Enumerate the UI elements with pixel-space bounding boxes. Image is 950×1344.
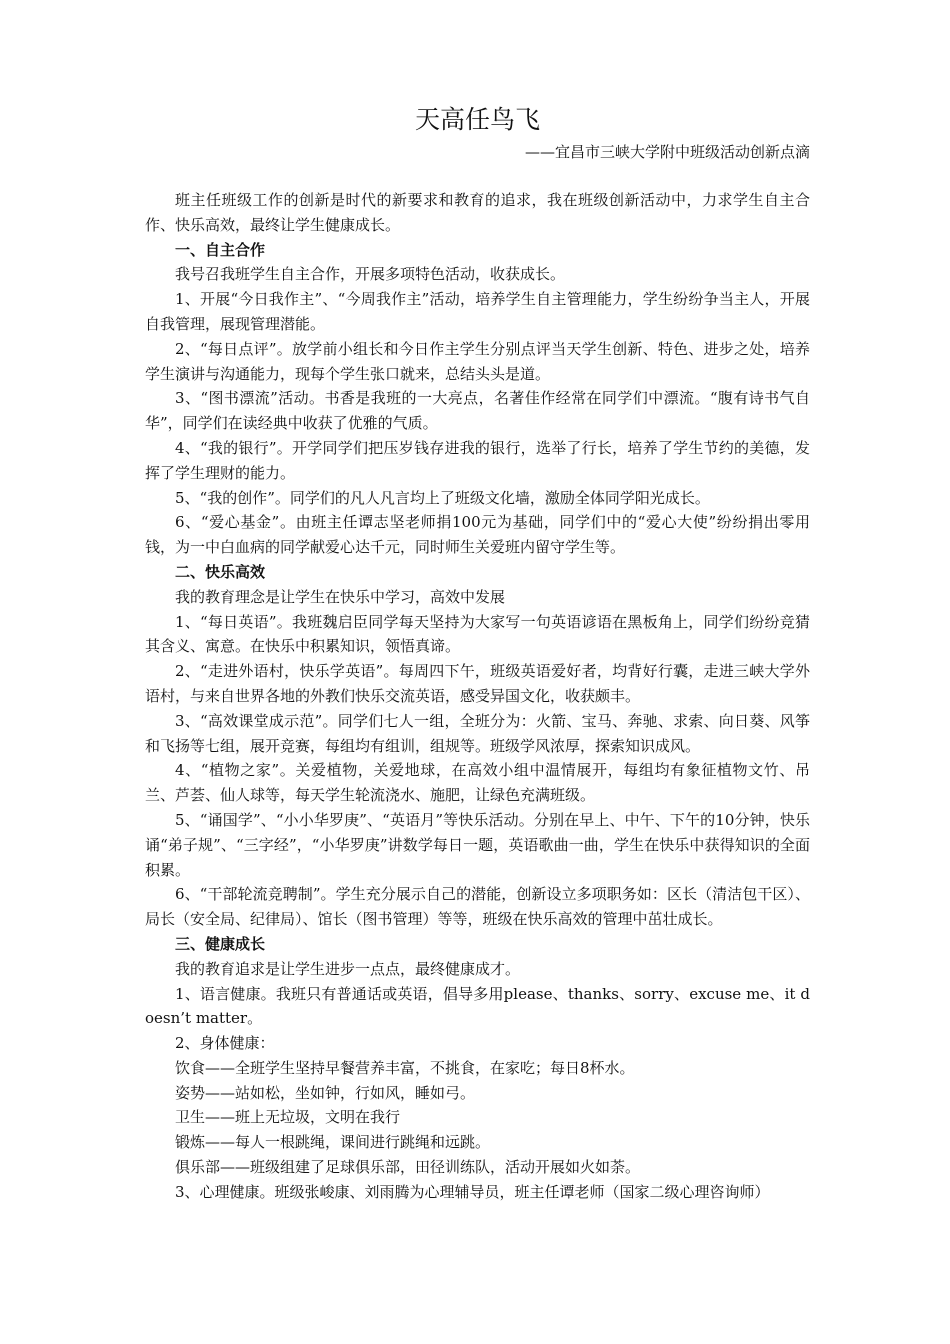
paragraph: 2、“每日点评”。放学前小组长和今日作主学生分别点评当天学生创新、特色、进步之处，培养学生演讲与沟通能力，现每个学生张口就来，总结头头是道。 [145, 339, 810, 383]
document-page [145, 100, 810, 1205]
section-healthy-growth [145, 932, 810, 1205]
paragraph: 4、“植物之家”。关爱植物，关爱地球，在高效小组中温情展开，每组均有象征植物文竹、吊兰、芦荟、仙人球等，每天学生轮流浇水、施肥，让绿色充满班级。 [145, 761, 810, 805]
section-heading: 三、健康成长 [175, 934, 266, 953]
section-happy-efficient [145, 560, 810, 932]
paragraph: 2、身体健康： [175, 1034, 275, 1053]
paragraph: 3、心理健康。班级张峻康、刘雨腾为心理辅导员，班主任谭老师（国家二级心理咨询师） [175, 1182, 770, 1201]
paragraph: 6、“爱心基金”。由班主任谭志坚老师捐100元为基础，同学们中的“爱心大使”纷纷捐出零用钱，为一中白血病的同学献爱心达千元，同时师生关爱班内留守学生等。 [145, 513, 810, 557]
paragraph: 6、“干部轮流竞聘制”。学生充分展示自己的潜能，创新设立多项职务如：区长（清洁包干区）、局长（安全局、纪律局）、馆长（图书管理）等等，班级在快乐高效的管理中茁壮成长。 [145, 885, 810, 929]
paragraph: 3、“高效课堂成示范”。同学们七人一组，全班分为：火箭、宝马、奔驰、求索、向日葵、风筝和飞扬等七组，展开竞赛，每组均有组训，组规等。班级学风浓厚，探索知识成风。 [145, 711, 810, 755]
paragraph: 俱乐部——班级组建了足球俱乐部，田径训练队，活动开展如火如荼。 [175, 1158, 641, 1177]
paragraph: 姿势——站如松，坐如钟，行如风，睡如弓。 [175, 1083, 476, 1102]
paragraph: 饮食——全班学生坚持早餐营养丰富，不挑食，在家吃；每日8杯水。 [175, 1058, 635, 1077]
section-self-cooperation [145, 238, 810, 560]
paragraph: 1、开展“今日我作主”、“今周我作主”活动，培养学生自主管理能力，学生纷纷争当主人，开展自我管理，展现管理潜能。 [145, 290, 810, 333]
paragraph: 2、“走进外语村，快乐学英语”。每周四下午，班级英语爱好者，均背好行囊，走进三峡大学外语村，与来自世界各地的外教们快乐交流英语，感受异国文化，收获颇丰。 [145, 662, 810, 705]
document-subtitle: ——宜昌市三峡大学附中班级活动创新点滴 [524, 143, 810, 161]
intro-paragraph: 班主任班级工作的创新是时代的新要求和教育的追求，我在班级创新活动中，力求学生自主合作、快乐高效，最终让学生健康成长。 [145, 191, 810, 234]
paragraph: 锻炼——每人一根跳绳，课间进行跳绳和远跳。 [175, 1133, 491, 1152]
paragraph: 5、“我的创作”。同学们的凡人凡言均上了班级文化墙，激励全体同学阳光成长。 [175, 488, 710, 507]
paragraph: 我号召我班学生自主合作，开展多项特色活动，收获成长。 [175, 265, 566, 284]
document-title: 天高任鸟飞 [414, 105, 540, 134]
section-heading: 一、自主合作 [175, 240, 266, 259]
paragraph: 4、“我的银行”。开学同学们把压岁钱存进我的银行，选举了行长，培养了学生节约的美德，发挥了学生理财的能力。 [145, 438, 810, 482]
paragraph: 我的教育追求是让学生进步一点点，最终健康成才。 [175, 959, 521, 978]
section-heading: 二、快乐高效 [175, 562, 266, 581]
paragraph: 3、“图书漂流”活动。书香是我班的一大亮点，名著佳作经常在同学们中漂流。“腹有诗书气自华”，同学们在读经典中收获了优雅的气质。 [145, 389, 810, 433]
paragraph: 卫生——班上无垃圾，文明在我行 [175, 1108, 401, 1127]
paragraph: 我的教育理念是让学生在快乐中学习，高效中发展 [175, 587, 506, 606]
paragraph: 5、“诵国学”、“小小华罗庚”、“英语月”等快乐活动。分别在早上、中午、下午的10分钟，快乐诵“弟子规”、“三字经”，“小华罗庚”讲数学每日一题，英语歌曲一曲，学生在快乐中获得知识的全面积累。 [145, 810, 810, 879]
paragraph: 1、语言健康。我班只有普通话或英语，倡导多用please、thanks、sorry、excuse me、it doesn’t matter。 [145, 984, 810, 1028]
paragraph: 1、“每日英语”。我班魏启臣同学每天坚持为大家写一句英语谚语在黑板角上，同学们纷纷竞猜其含义、寓意。在快乐中积累知识，领悟真谛。 [145, 612, 810, 656]
